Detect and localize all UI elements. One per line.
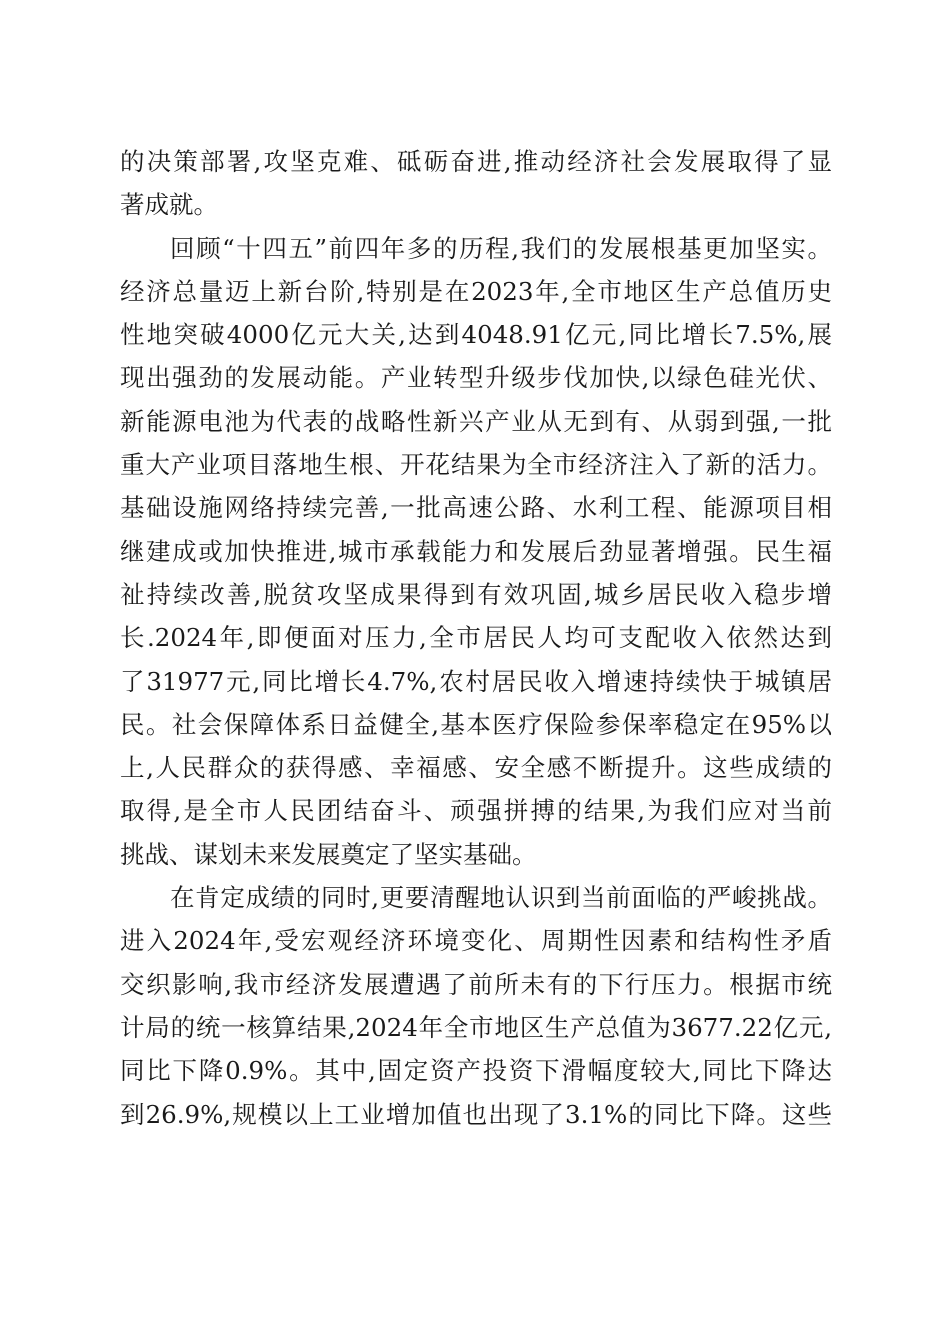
text-line: 经济总量迈上新台阶,特别是在2023年,全市地区生产总值历史 [120, 276, 832, 306]
text-line: 的决策部署,攻坚克难、砥砺奋进,推动经济社会发展取得了显 [120, 147, 832, 176]
text-line: 挑战、谋划未来发展奠定了坚实基础。 [120, 839, 537, 869]
text-line: 到26.9%,规模以上工业增加值也出现了3.1%的同比下降。这些 [120, 1099, 832, 1129]
text-line: 了31977元,同比增长4.7%,农村居民收入增速持续快于城镇居 [120, 666, 832, 696]
text-line: 计局的统一核算结果,2024年全市地区生产总值为3677.22亿元, [120, 1012, 832, 1042]
text-line: 在肯定成绩的同时,更要清醒地认识到当前面临的严峻挑战。 [170, 883, 832, 913]
text-line: 重大产业项目落地生根、开花结果为全市经济注入了新的活力。 [120, 450, 832, 480]
paragraph-continuation [120, 140, 832, 227]
text-line: 取得,是全市人民团结奋斗、顽强拼搏的结果,为我们应对当前 [120, 796, 832, 826]
text-line: 同比下降0.9%。其中,固定资产投资下滑幅度较大,同比下降达 [120, 1056, 832, 1086]
text-line: 上,人民群众的获得感、幸福感、安全感不断提升。这些成绩的 [120, 753, 832, 783]
paragraph-challenges [120, 876, 832, 1136]
text-line: 长.2024年,即便面对压力,全市居民人均可支配收入依然达到 [120, 623, 832, 653]
body-text [120, 140, 832, 1136]
text-line: 现出强劲的发展动能。产业转型升级步伐加快,以绿色硅光伏、 [120, 363, 832, 393]
text-line: 基础设施网络持续完善,一批高速公路、水利工程、能源项目相 [120, 493, 832, 523]
text-line: 继建成或加快推进,城市承载能力和发展后劲显著增强。民生福 [120, 536, 832, 566]
text-line: 著成就。 [120, 190, 218, 220]
text-line: 性地突破4000亿元大关,达到4048.91亿元,同比增长7.5%,展 [120, 320, 832, 350]
paragraph-achievements [120, 227, 832, 876]
text-line: 进入2024年,受宏观经济环境变化、周期性因素和结构性矛盾 [120, 926, 832, 956]
text-line: 祉持续改善,脱贫攻坚成果得到有效巩固,城乡居民收入稳步增 [120, 579, 832, 609]
text-line: 回顾“十四五”前四年多的历程,我们的发展根基更加坚实。 [170, 233, 832, 263]
text-line: 民。社会保障体系日益健全,基本医疗保险参保率稳定在95%以 [120, 709, 832, 739]
text-line: 交织影响,我市经济发展遭遇了前所未有的下行压力。根据市统 [120, 969, 832, 999]
text-line: 新能源电池为代表的战略性新兴产业从无到有、从弱到强,一批 [120, 406, 832, 436]
